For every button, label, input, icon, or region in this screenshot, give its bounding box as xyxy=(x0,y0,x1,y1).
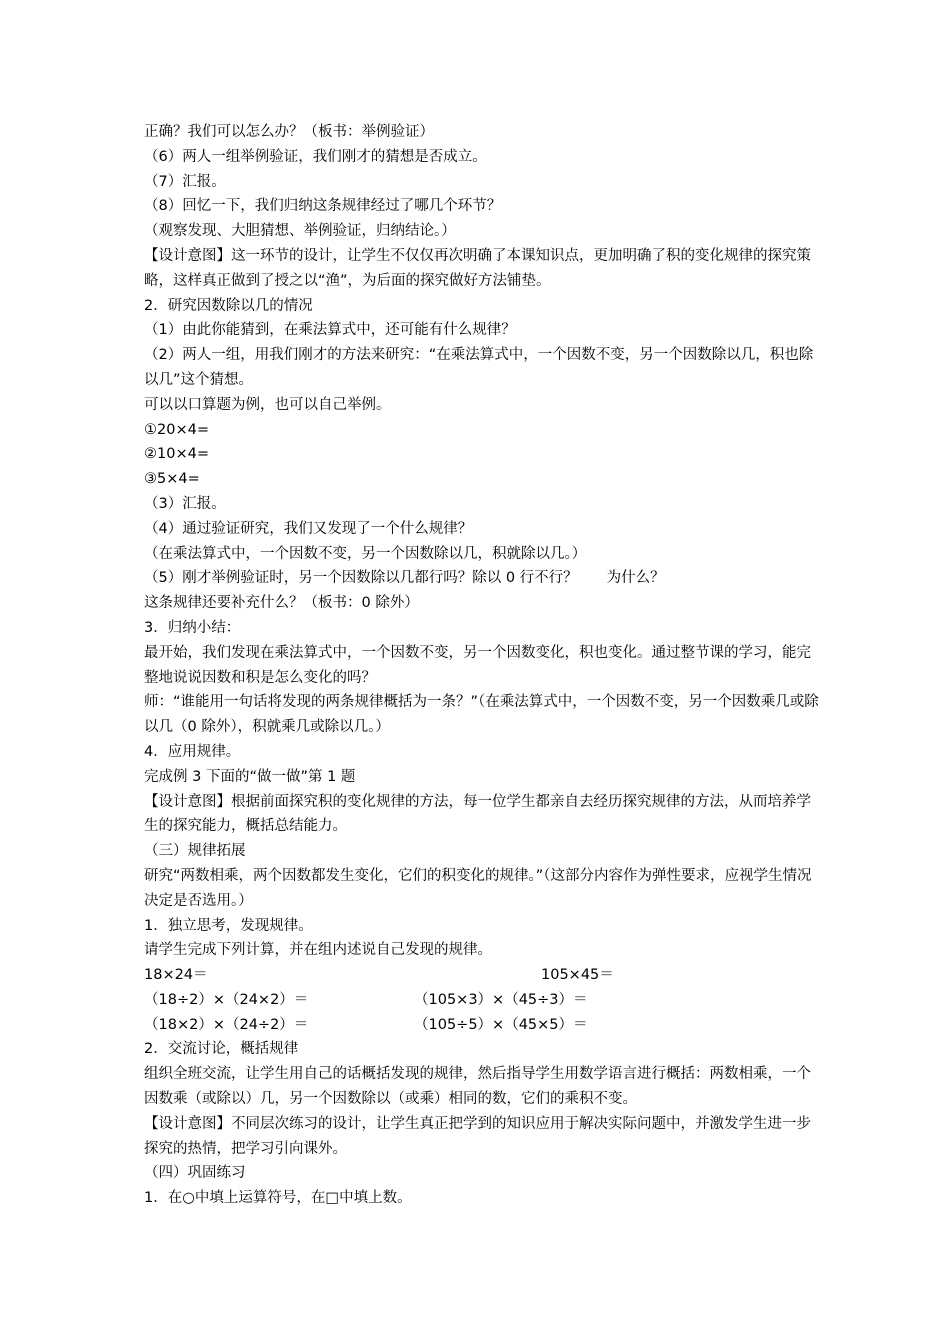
calc-row xyxy=(144,963,824,988)
section-heading: 2．研究因数除以几的情况 xyxy=(144,297,313,314)
calc-expression: 105×45＝ xyxy=(541,967,614,984)
paragraph: 研究“两数相乘，两个因数都发生变化，它们的积变化的规律。”（这部分内容作为弹性要求，应视学生情况决定是否选用。） xyxy=(144,867,812,909)
calc-expression: （18÷2）×（24×2）＝ xyxy=(144,991,309,1008)
section-heading: 4．应用规律。 xyxy=(144,743,241,760)
paragraph: 组织全班交流，让学生用自己的话概括发现的规律，然后指导学生用数学语言进行概括：两数相乘，一个因数乘（或除以）几，另一个因数除以（或乘）相同的数，它们的乘积不变。 xyxy=(144,1066,811,1108)
calc-row xyxy=(144,988,824,1013)
text-line: （观察发现、大胆猜想、举例验证，归纳结论。） xyxy=(144,223,456,240)
text-line: 请学生完成下列计算，并在组内述说自己发现的规律。 xyxy=(144,942,492,959)
text-line: （8）回忆一下，我们归纳这条规律经过了哪几个环节？ xyxy=(144,198,502,215)
design-intent-paragraph: 【设计意图】这一环节的设计，让学生不仅仅再次明确了本课知识点，更加明确了积的变化规律的探究策略，这样真正做到了授之以“渔”，为后面的探究做好方法铺垫。 xyxy=(144,247,811,289)
text-line: 2．交流讨论，概括规律 xyxy=(144,1041,299,1058)
equation-line: ②10×4= xyxy=(144,446,209,463)
text-line: （5）刚才举例验证时，另一个因数除以几都行吗？除以 0 行不行？ 为什么？ xyxy=(144,570,665,587)
calc-expression: （105×3）×（45÷3）＝ xyxy=(414,991,588,1008)
equation-line: ①20×4= xyxy=(144,421,209,438)
section-heading: 3．归纳小结： xyxy=(144,619,241,636)
document-page xyxy=(144,120,824,1211)
part-heading: （三）规律拓展 xyxy=(144,843,246,860)
text-line: （1）由此你能猜到，在乘法算式中，还可能有什么规律？ xyxy=(144,322,516,339)
text-line: 完成例 3 下面的“做一做”第 1 题 xyxy=(144,768,356,785)
part-heading: （四）巩固练习 xyxy=(144,1165,246,1182)
text-line: （4）通过验证研究，我们又发现了一个什么规律？ xyxy=(144,520,473,537)
text-line: （3）汇报。 xyxy=(144,495,226,512)
text-line: （6）两人一组举例验证，我们刚才的猜想是否成立。 xyxy=(144,148,487,165)
design-intent-paragraph: 【设计意图】不同层次练习的设计，让学生真正把学到的知识应用于解决实际问题中，并激发学生进一步探究的热情，把学习引向课外。 xyxy=(144,1115,811,1157)
text-line: 可以以口算题为例，也可以自己举例。 xyxy=(144,396,391,413)
text-line: （在乘法算式中，一个因数不变，另一个因数除以几，积就除以几。） xyxy=(144,545,587,562)
text-line: 1．在○中填上运算符号，在□中填上数。 xyxy=(144,1190,412,1207)
paragraph: 最开始，我们发现在乘法算式中，一个因数不变，另一个因数变化，积也变化。通过整节课的学习，能完整地说说因数和积是怎么变化的吗？ xyxy=(144,644,811,686)
paragraph: （2）两人一组，用我们刚才的方法来研究：“在乘法算式中，一个因数不变，另一个因数除以几，积也除以几”这个猜想。 xyxy=(144,347,814,388)
calc-expression: （105÷5）×（45×5）＝ xyxy=(414,1016,588,1033)
text-line: 1．独立思考，发现规律。 xyxy=(144,917,313,934)
design-intent-paragraph: 【设计意图】根据前面探究积的变化规律的方法，每一位学生都亲自去经历探究规律的方法，从而培养学生的探究能力，概括总结能力。 xyxy=(144,793,811,835)
calc-row xyxy=(144,1013,824,1038)
text-line: （7）汇报。 xyxy=(144,173,226,190)
text-line: 正确？我们可以怎么办？（板书：举例验证） xyxy=(144,124,434,140)
equation-line: ③5×4= xyxy=(144,471,200,488)
calc-expression: 18×24＝ xyxy=(144,967,208,984)
calc-expression: （18×2）×（24÷2）＝ xyxy=(144,1016,309,1033)
text-line: 这条规律还要补充什么？（板书：0 除外） xyxy=(144,595,419,612)
paragraph: 师：“谁能用一句话将发现的两条规律概括为一条？”（在乘法算式中，一个因数不变，另一个因数乘几或除以几（0 除外），积就乘几或除以几。） xyxy=(144,694,819,736)
